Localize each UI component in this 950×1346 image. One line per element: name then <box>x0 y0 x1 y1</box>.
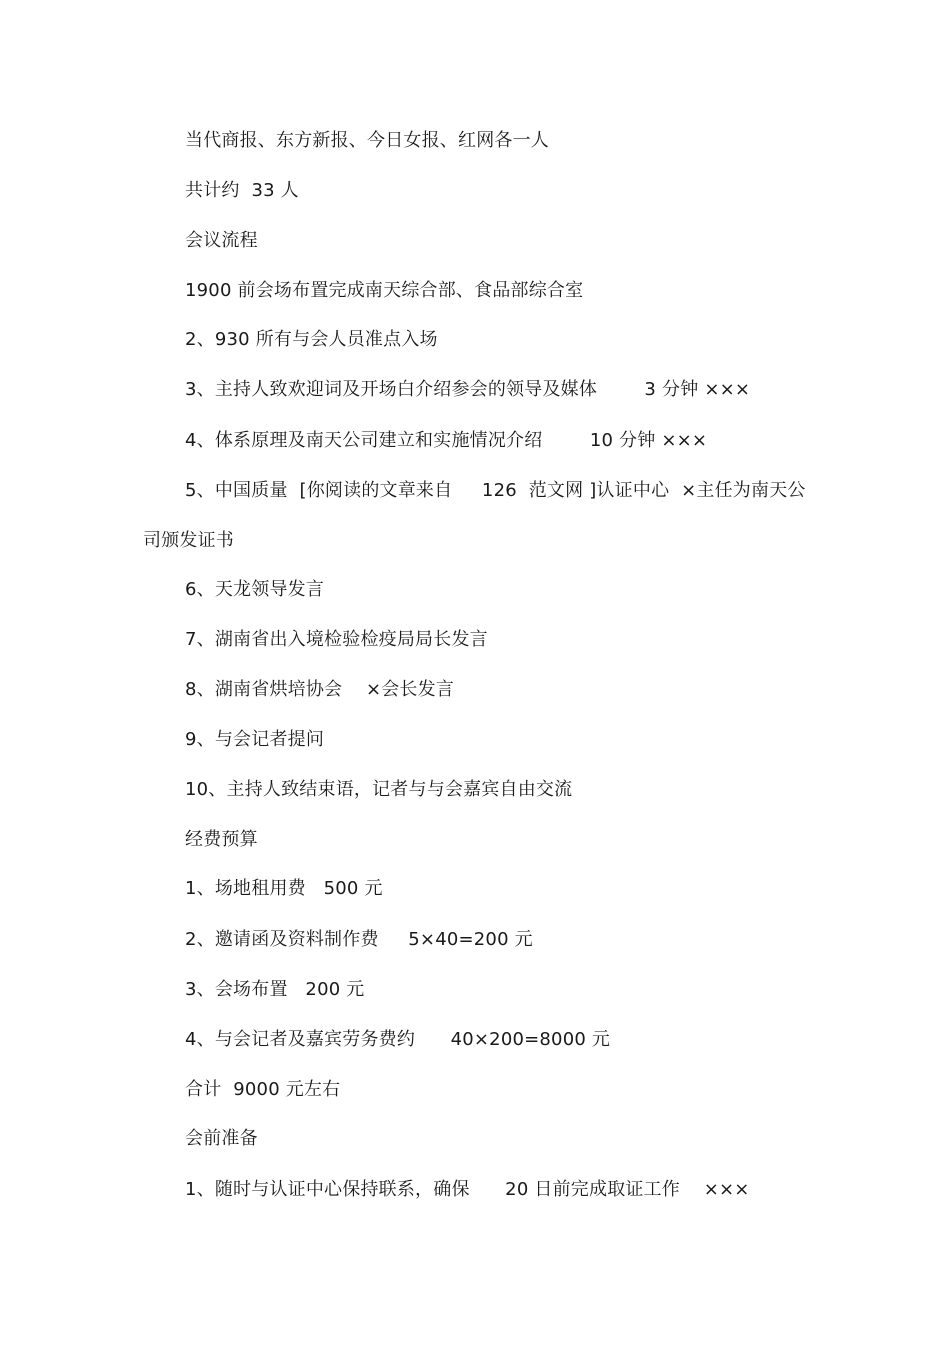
agenda-item-prep: 1900 前会场布置完成南天综合部、食品部综合室 <box>185 280 584 301</box>
agenda-item-2: 2、930 所有与会人员准点入场 <box>185 329 438 350</box>
agenda-item-4: 4、体系原理及南天公司建立和实施情况介绍 10 分钟 ××× <box>185 430 708 451</box>
budget-item-2: 2、邀请函及资料制作费 5×40=200 元 <box>185 929 533 950</box>
agenda-item-5: 5、中国质量 [你阅读的文章来自 126 范文网 ]认证中心 ×主任为南天公 <box>185 480 806 501</box>
budget-total: 合计 9000 元左右 <box>185 1079 341 1100</box>
agenda-item-9: 9、与会记者提问 <box>185 729 325 750</box>
budget-item-1: 1、场地租用费 500 元 <box>185 878 383 899</box>
budget-item-3: 3、会场布置 200 元 <box>185 979 365 1000</box>
section-heading-budget: 经费预算 <box>185 829 258 850</box>
section-heading-agenda: 会议流程 <box>185 230 258 251</box>
agenda-item-5-continued: 司颁发证书 <box>143 530 234 551</box>
total-attendees-line: 共计约 33 人 <box>185 180 299 201</box>
agenda-item-7: 7、湖南省出入境检验检疫局局长发言 <box>185 629 488 650</box>
section-heading-preparation: 会前准备 <box>185 1128 258 1149</box>
budget-item-4: 4、与会记者及嘉宾劳务费约 40×200=8000 元 <box>185 1029 611 1050</box>
agenda-item-8: 8、湖南省烘培协会 ×会长发言 <box>185 679 455 700</box>
agenda-item-10: 10、主持人致结束语，记者与与会嘉宾自由交流 <box>185 779 573 800</box>
agenda-item-3: 3、主持人致欢迎词及开场白介绍参会的领导及媒体 3 分钟 ××× <box>185 379 751 400</box>
preparation-item-1: 1、随时与认证中心保持联系，确保 20 日前完成取证工作 ××× <box>185 1179 750 1200</box>
agenda-item-6: 6、天龙领导发言 <box>185 579 325 600</box>
media-attendees-line: 当代商报、东方新报、今日女报、红网各一人 <box>185 130 549 151</box>
